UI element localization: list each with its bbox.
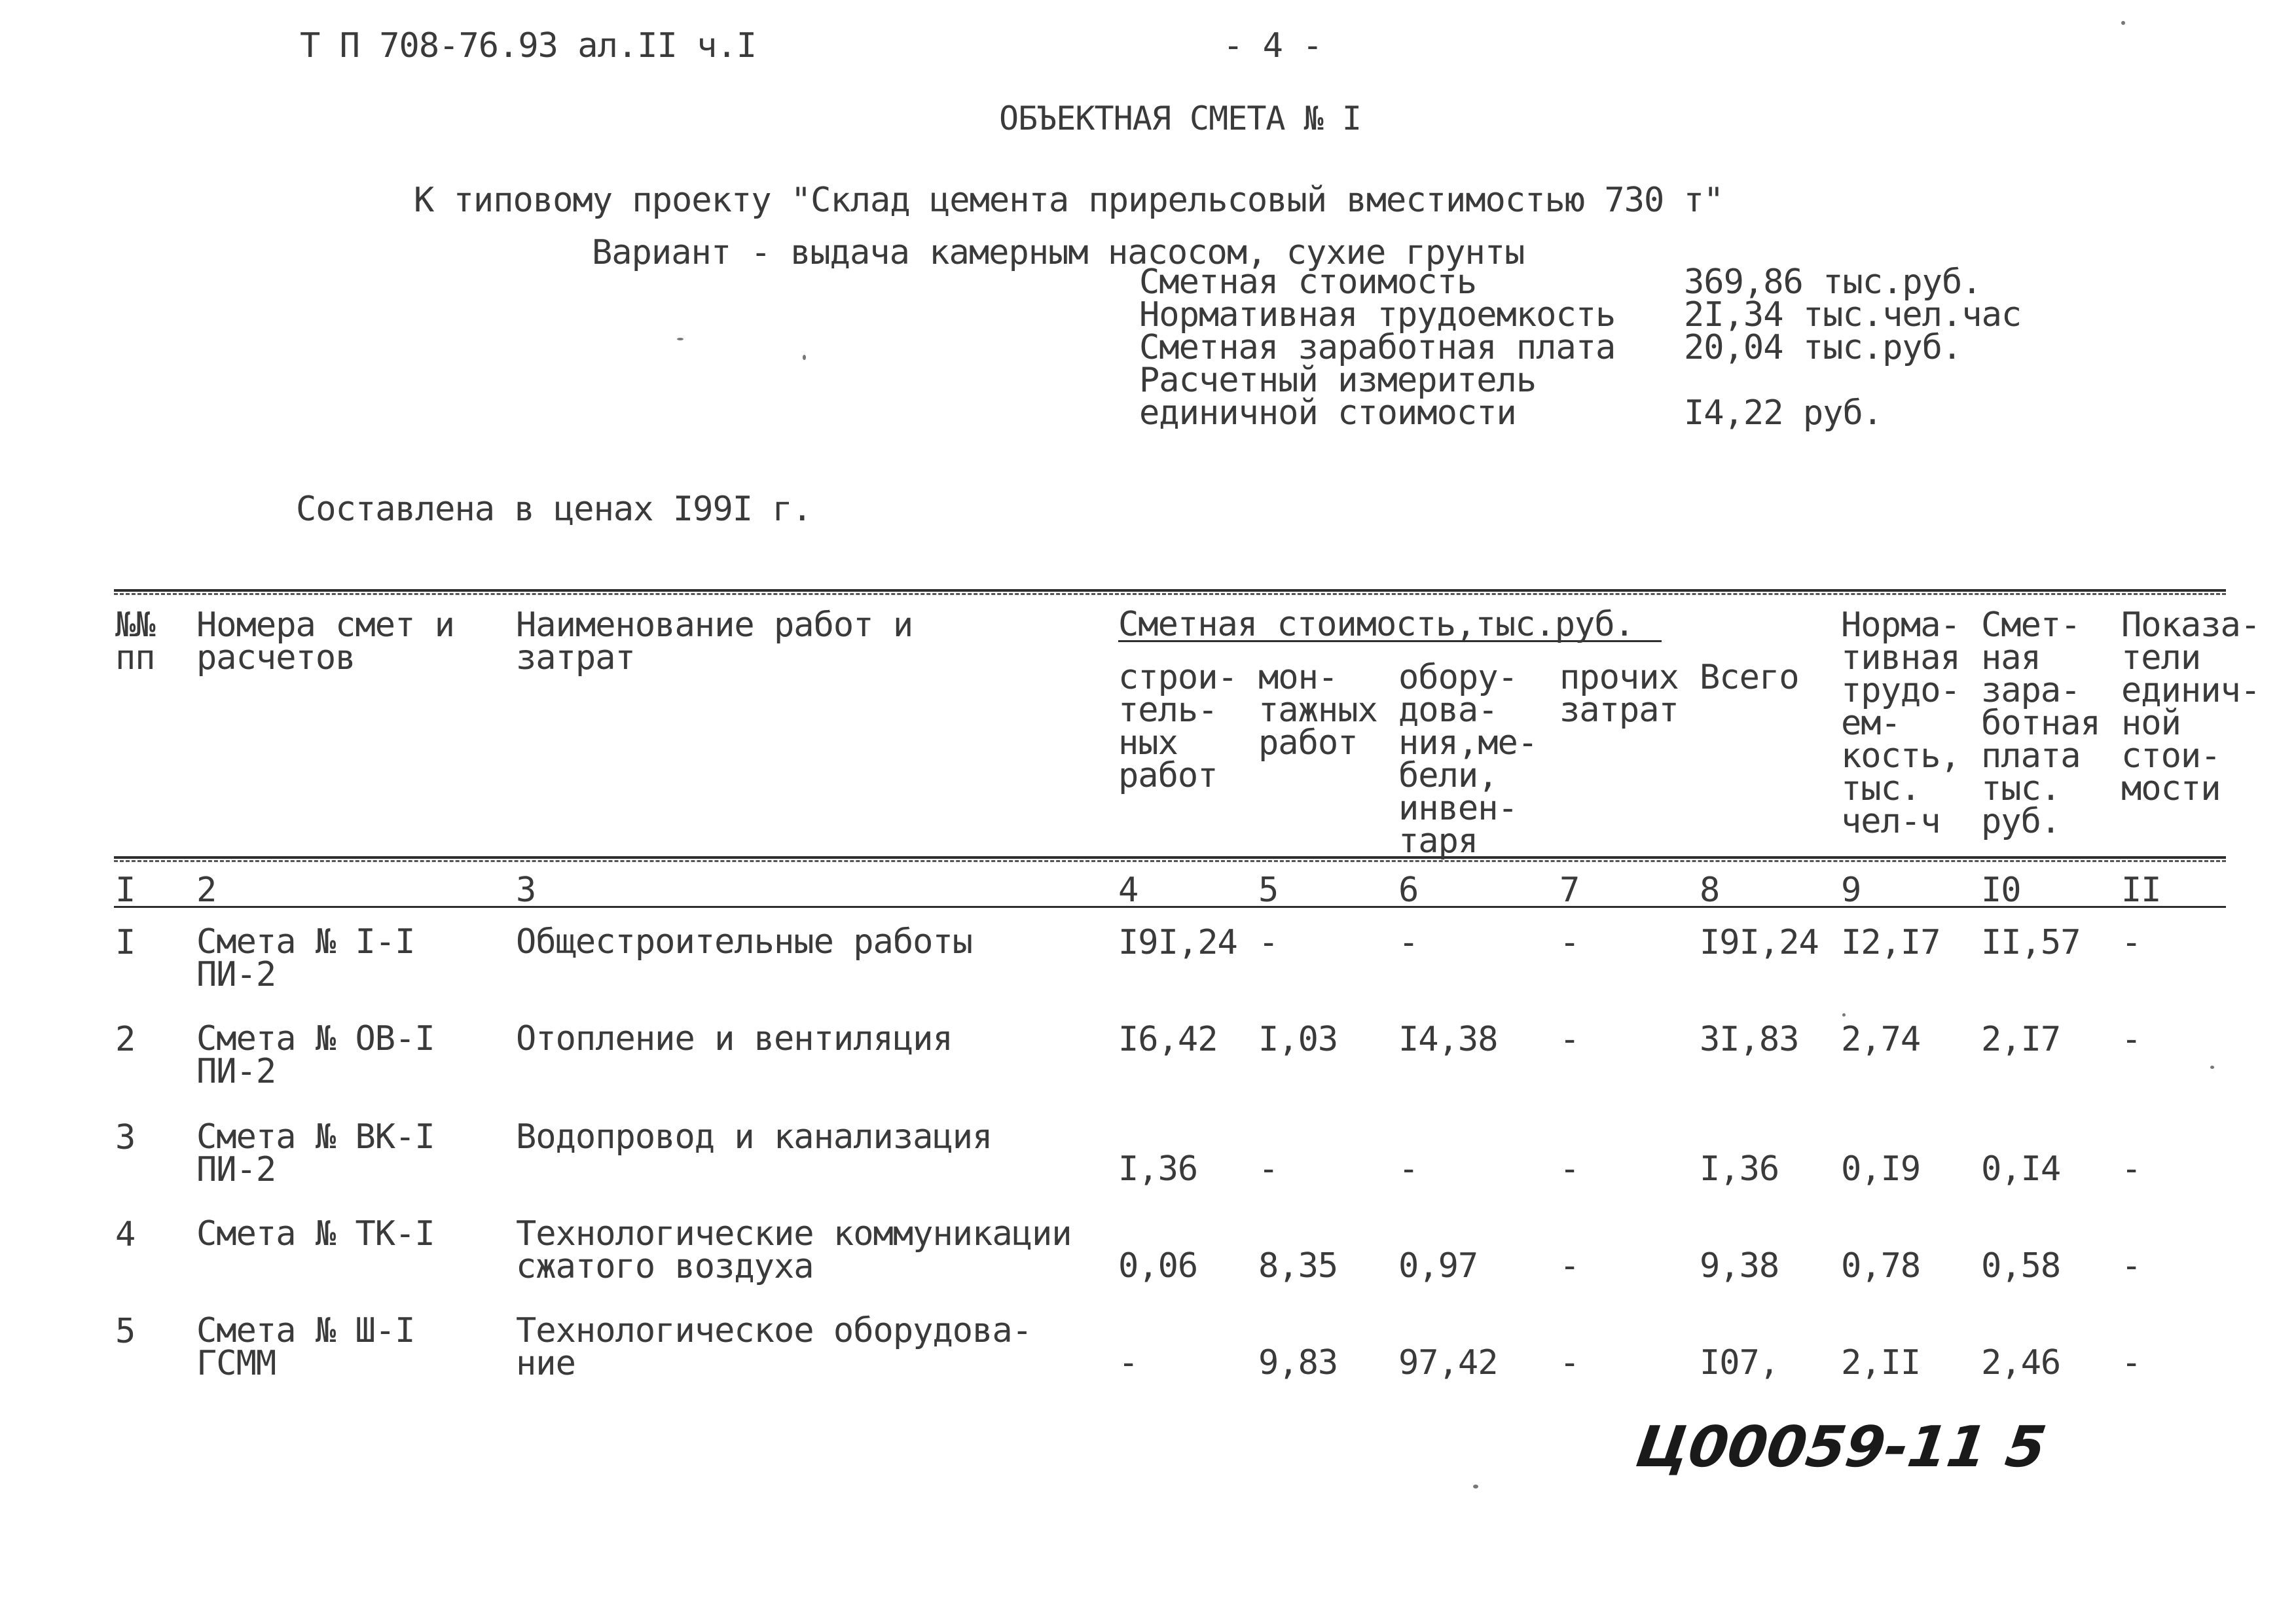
row-total: 9,38 <box>1700 1246 1779 1286</box>
row-construction: I,36 <box>1118 1149 1198 1189</box>
table-top-rule-dashed <box>114 593 2226 595</box>
row-construction: 0,06 <box>1118 1246 1198 1286</box>
row-estimate: Смета № ОВ-I ПИ-2 <box>196 1019 435 1091</box>
header-construction: строи- тель- ных работ <box>1118 658 1237 795</box>
row-wages: 2,46 <box>1981 1343 2061 1382</box>
row-wages: 0,I4 <box>1981 1149 2061 1189</box>
row-estimate: Смета № ТК-I <box>196 1214 435 1254</box>
row-unit-cost: - <box>2121 1149 2141 1189</box>
handwritten-inventory-number: Ц00059-11 5 <box>1631 1415 2050 1480</box>
header-labor: Норма- тивная трудо- ем- кость, тыс. чел-ч <box>1841 605 1960 841</box>
scan-speck <box>1842 1013 1846 1017</box>
row-installation: - <box>1258 1149 1279 1189</box>
column-number-4: 4 <box>1118 871 1139 910</box>
row-installation: 9,83 <box>1258 1343 1338 1382</box>
row-work-name: Общестроительные работы <box>516 922 973 962</box>
scan-speck <box>677 338 683 340</box>
table-top-rule <box>114 589 2226 592</box>
row-work-name: Водопровод и канализация <box>516 1117 993 1157</box>
row-estimate: Смета № I-I ПИ-2 <box>196 922 415 994</box>
row-unit-cost: - <box>2121 1246 2141 1286</box>
row-num: I <box>115 923 136 962</box>
row-equipment: - <box>1398 923 1419 962</box>
page-number: - 4 - <box>1223 26 1322 65</box>
row-other: - <box>1559 923 1580 962</box>
row-total: I07, <box>1700 1343 1779 1382</box>
row-labor: 2,II <box>1841 1343 1921 1382</box>
row-construction: I6,42 <box>1118 1020 1218 1059</box>
scan-speck <box>1473 1485 1478 1489</box>
column-number-1: I <box>115 871 136 910</box>
row-work-name: Отопление и вентиляция <box>516 1019 953 1058</box>
column-number-8: 8 <box>1700 871 1720 910</box>
column-numbers-rule <box>114 906 2226 908</box>
column-number-11: II <box>2121 871 2161 910</box>
header-total: Всего <box>1700 658 1799 697</box>
row-num: 5 <box>115 1312 136 1351</box>
row-wages: 0,58 <box>1981 1246 2061 1286</box>
row-labor: I2,I7 <box>1841 923 1941 962</box>
column-number-10: I0 <box>1981 871 2021 910</box>
row-other: - <box>1559 1246 1580 1286</box>
row-work-name: Технологические коммуникации сжатого воздуха <box>516 1214 1072 1286</box>
row-labor: 0,I9 <box>1841 1149 1921 1189</box>
row-wages: 2,I7 <box>1981 1020 2061 1059</box>
header-num: №№ пп <box>115 605 155 677</box>
row-equipment: I4,38 <box>1398 1020 1498 1059</box>
summary-values: 369,86 тыс.руб. 2I,34 тыс.чел.час 20,04 тыс.руб. I4,22 руб. <box>1684 262 2022 433</box>
row-equipment: - <box>1398 1149 1419 1189</box>
row-num: 4 <box>115 1215 136 1254</box>
document-title: ОБЪЕКТНАЯ СМЕТА № I <box>999 99 1361 137</box>
row-installation: 8,35 <box>1258 1246 1338 1286</box>
row-other: - <box>1559 1343 1580 1382</box>
row-labor: 0,78 <box>1841 1246 1921 1286</box>
summary-labels: Сметная стоимость Нормативная трудоемкость Сметная заработная плата Расчетный измеритель единичной стоимости <box>1139 262 1616 433</box>
row-equipment: 0,97 <box>1398 1246 1478 1286</box>
subtitle-project: К типовому проекту "Склад цемента прирельсовый вместимостью 730 т" <box>414 181 1724 220</box>
row-total: I,36 <box>1700 1149 1779 1189</box>
row-total: I9I,24 <box>1700 923 1819 962</box>
column-number-7: 7 <box>1559 871 1580 910</box>
scan-speck <box>2210 1066 2214 1069</box>
row-labor: 2,74 <box>1841 1020 1921 1059</box>
row-num: 3 <box>115 1118 136 1157</box>
scan-speck <box>2121 21 2125 25</box>
header-bottom-rule <box>114 856 2226 859</box>
row-wages: II,57 <box>1981 923 2081 962</box>
row-installation: - <box>1258 923 1279 962</box>
row-estimate: Смета № ВК-I ПИ-2 <box>196 1117 435 1189</box>
row-equipment: 97,42 <box>1398 1343 1498 1382</box>
row-total: 3I,83 <box>1700 1020 1799 1059</box>
row-construction: I9I,24 <box>1118 923 1237 962</box>
row-other: - <box>1559 1149 1580 1189</box>
row-installation: I,03 <box>1258 1020 1338 1059</box>
column-number-6: 6 <box>1398 871 1419 910</box>
column-number-5: 5 <box>1258 871 1279 910</box>
header-other: прочих затрат <box>1559 658 1679 730</box>
row-construction: - <box>1118 1343 1139 1382</box>
header-estimate-numbers: Номера смет и расчетов <box>196 605 454 677</box>
row-unit-cost: - <box>2121 1343 2141 1382</box>
header-bottom-rule-dashed <box>114 860 2226 862</box>
subtitle-variant: Вариант - выдача камерным насосом, сухие грунты <box>592 233 1525 272</box>
column-number-3: 3 <box>516 871 536 910</box>
row-work-name: Технологическое оборудова- ние <box>516 1311 1032 1383</box>
row-num: 2 <box>115 1020 136 1059</box>
header-cost-group: Сметная стоимость,тыс.руб. <box>1118 605 1634 644</box>
header-work-name: Наименование работ и затрат <box>516 605 913 677</box>
header-unit-cost: Показа- тели единич- ной стои- мости <box>2121 605 2261 808</box>
header-installation: мон- тажных работ <box>1258 658 1377 763</box>
column-number-2: 2 <box>196 871 217 910</box>
compiled-note: Составлена в ценах I99I г. <box>296 490 812 529</box>
row-unit-cost: - <box>2121 923 2141 962</box>
header-equipment: обору- дова- ния,ме- бели, инвен- таря <box>1398 658 1538 861</box>
row-unit-cost: - <box>2121 1020 2141 1059</box>
document-code: Т П 708-76.93 ал.II ч.I <box>300 26 757 65</box>
scan-speck <box>803 355 806 360</box>
row-estimate: Смета № Ш-I ГСММ <box>196 1311 415 1383</box>
row-other: - <box>1559 1020 1580 1059</box>
header-wages: Смет- ная зара- ботная плата тыс. руб. <box>1981 605 2100 841</box>
column-number-9: 9 <box>1841 871 1861 910</box>
